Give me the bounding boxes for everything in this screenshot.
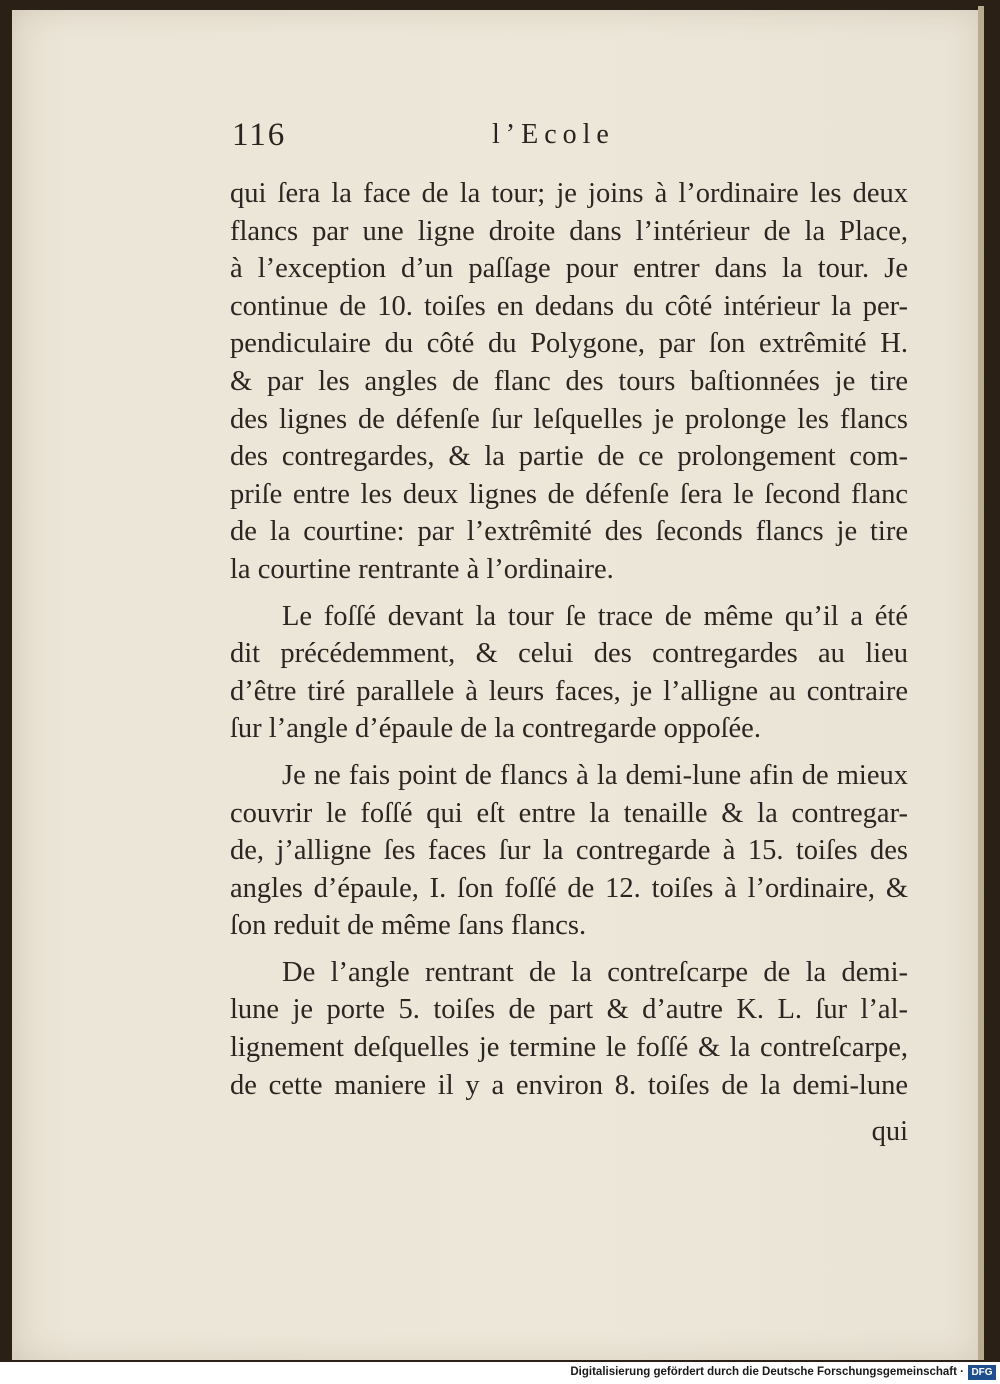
text-line: couvrir le foſſé qui eſt entre la tenaille & la contregar- bbox=[230, 797, 908, 829]
text-line: ſon reduit de même ſans flancs. bbox=[230, 910, 587, 942]
running-head bbox=[230, 117, 908, 157]
page-edge bbox=[978, 6, 984, 1360]
text-block bbox=[230, 175, 908, 1151]
catchword: qui bbox=[871, 1116, 908, 1148]
text-line: priſe entre les deux lignes de défenſe ſera le ſecond flanc bbox=[230, 478, 908, 510]
text-line: d’être tiré parallele à leurs faces, je l’alligne au contraire bbox=[230, 675, 908, 707]
text-line: de cette maniere il y a environ 8. toiſes de la demi-lune bbox=[230, 1069, 908, 1101]
dfg-logo[interactable]: DFG bbox=[968, 1365, 996, 1380]
footer-bar bbox=[0, 1362, 1000, 1384]
text-line: la courtine rentrante à l’ordinaire. bbox=[230, 553, 614, 585]
text-line: lune je porte 5. toiſes de part & d’autre K. L. ſur l’al- bbox=[230, 994, 908, 1026]
text-line: qui ſera la face de la tour; je joins à l’ordinaire les deux bbox=[230, 178, 908, 209]
text-line: ſur l’angle d’épaule de la contregarde oppoſée. bbox=[230, 713, 761, 745]
text-line: lignement deſquelles je termine le foſſé & la contreſcarpe, bbox=[230, 1032, 908, 1064]
text-line: des lignes de défenſe ſur leſquelles je prolonge les flancs bbox=[230, 403, 908, 435]
text-line: des contregardes, & la partie de ce prolongement com- bbox=[230, 441, 908, 473]
paragraph bbox=[230, 175, 908, 589]
text-line: de la courtine: par l’extrêmité des ſeconds flancs je tire bbox=[230, 516, 908, 548]
text-line: à l’exception d’un paſſage pour entrer dans la tour. Je bbox=[230, 253, 908, 285]
text-line: angles d’épaule, I. ſon foſſé de 12. toiſes à l’ordinaire, & bbox=[230, 872, 908, 904]
paragraph bbox=[230, 598, 908, 748]
running-title: l’Ecole bbox=[492, 119, 615, 150]
text-line: dit précédemment, & celui des contregardes au lieu bbox=[230, 638, 908, 670]
text-line: flancs par une ligne droite dans l’intérieur de la Place, bbox=[230, 215, 908, 247]
text-line: pendiculaire du côté du Polygone, par ſon extrêmité H. bbox=[230, 328, 908, 360]
paragraph bbox=[230, 954, 908, 1104]
page-number: 116 bbox=[232, 117, 287, 153]
text-line: de, j’alligne ſes faces ſur la contregarde à 15. toiſes des bbox=[230, 835, 908, 867]
text-line: De l’angle rentrant de la contreſcarpe de la demi- bbox=[282, 956, 908, 988]
text-line: Je ne fais point de flancs à la demi-lune afin de mieux bbox=[282, 759, 908, 791]
text-line: & par les angles de flanc des tours baſtionnées je tire bbox=[230, 365, 908, 397]
text-line: Le foſſé devant la tour ſe trace de même qu’il a été bbox=[282, 600, 908, 632]
paragraph bbox=[230, 757, 908, 945]
text-line: continue de 10. toiſes en dedans du côté intérieur la per- bbox=[230, 290, 908, 322]
funding-credit: Digitalisierung gefördert durch die Deutsche Forschungsgemeinschaft · bbox=[570, 1366, 964, 1378]
